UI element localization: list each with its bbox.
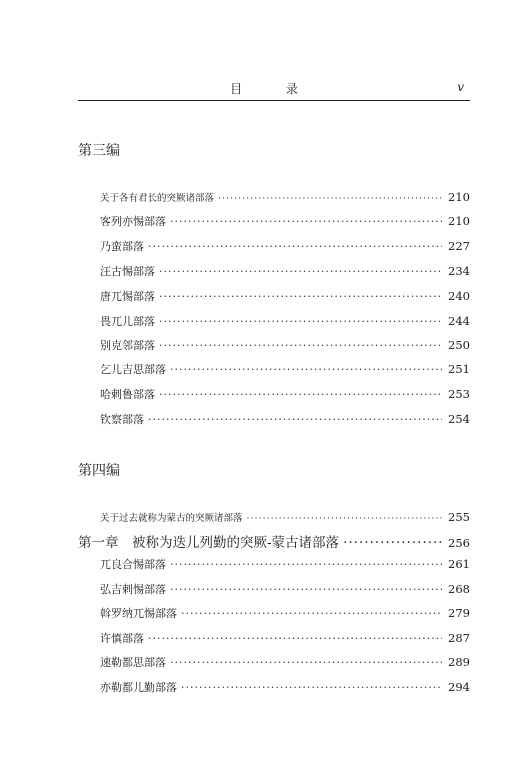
toc-entry[interactable]: [100, 337, 470, 353]
leader-dots: [159, 388, 442, 401]
toc-entry[interactable]: [100, 386, 470, 402]
toc-entry-page: 254: [448, 412, 470, 426]
toc-entry-label: 畏兀儿部落: [100, 315, 155, 328]
toc-entry-page: 256: [448, 536, 470, 550]
toc-entry-page: 255: [448, 510, 470, 524]
leader-dots: [170, 363, 442, 376]
toc-entry-label: 乃蛮部落: [100, 240, 144, 253]
leader-dots: [159, 315, 442, 328]
toc-entry[interactable]: [100, 581, 470, 597]
toc-entry[interactable]: [100, 213, 470, 229]
toc-entry[interactable]: [100, 654, 470, 670]
toc-entry[interactable]: [100, 288, 470, 304]
toc-entry-page: 261: [448, 557, 470, 571]
toc-entry-page: 210: [448, 190, 470, 204]
toc-entry-page: 251: [448, 362, 470, 376]
leader-dots: [170, 656, 442, 669]
toc-entry-label: 汪古惕部落: [100, 265, 155, 278]
leader-dots: [159, 339, 442, 352]
toc-entry-label: 速勒都思部落: [100, 656, 166, 669]
running-head: [78, 80, 470, 98]
toc-chapter-entry[interactable]: [78, 531, 470, 549]
toc-entry-label: 关于各有君长的突厥诸部落: [100, 193, 215, 204]
toc-entry-label: 哈剌鲁部落: [100, 388, 155, 401]
leader-dots: [159, 290, 442, 303]
running-head-title: 目 录: [230, 82, 318, 96]
leader-dots: [181, 681, 442, 694]
toc-entry-label: 乞儿吉思部落: [100, 363, 166, 376]
toc-entry-page: 294: [448, 680, 470, 694]
toc-entry-label: 亦勒都儿勤部落: [100, 681, 177, 694]
leader-dots: [148, 413, 442, 426]
toc-entry-label: 钦察部落: [100, 413, 144, 426]
toc-entry[interactable]: [100, 630, 470, 646]
toc-entry-page: 227: [448, 239, 470, 253]
toc-entry-label: 许慎部落: [100, 632, 144, 645]
toc-entry[interactable]: [100, 263, 470, 279]
toc-entry-page: 210: [448, 214, 470, 228]
toc-entry[interactable]: [100, 361, 470, 377]
toc-entry-label: 唐兀惕部落: [100, 290, 155, 303]
toc-entry[interactable]: [100, 313, 470, 329]
toc-entry-label: 别克邻部落: [100, 339, 155, 352]
toc-entry-page: 250: [448, 338, 470, 352]
toc-entry[interactable]: [100, 190, 470, 206]
toc-entry[interactable]: [100, 605, 470, 621]
toc-chapter-label: 第一章 被称为迭儿列勤的突厥-蒙古诸部落: [78, 535, 340, 551]
leader-dots: [148, 240, 442, 253]
toc-entry-label: 斡罗纳兀惕部落: [100, 607, 177, 620]
toc-entry-page: 289: [448, 655, 470, 669]
leader-dots: [170, 215, 442, 228]
header-rule: [78, 100, 470, 101]
toc-entry[interactable]: [100, 238, 470, 254]
toc-entry-label: 兀良合惕部落: [100, 558, 166, 571]
leader-dots: [218, 193, 442, 204]
part-3-title: 第三编: [78, 143, 120, 159]
toc-entry[interactable]: [100, 679, 470, 695]
leader-dots: [170, 558, 442, 571]
toc-entry-page: 287: [448, 631, 470, 645]
part-4-title: 第四编: [78, 463, 120, 479]
leader-dots: [159, 265, 442, 278]
toc-entry-page: 268: [448, 582, 470, 596]
toc-entry[interactable]: [100, 411, 470, 427]
leader-dots: [247, 513, 443, 524]
toc-entry[interactable]: [100, 556, 470, 572]
page-number: v: [457, 80, 464, 94]
toc-entry-page: 279: [448, 606, 470, 620]
toc-entry[interactable]: [100, 510, 470, 526]
toc-entry-label: 客列亦惕部落: [100, 215, 166, 228]
toc-entry-page: 244: [448, 314, 470, 328]
leader-dots: [343, 535, 442, 551]
toc-entry-page: 253: [448, 387, 470, 401]
leader-dots: [148, 632, 442, 645]
leader-dots: [181, 607, 442, 620]
toc-entry-page: 240: [448, 289, 470, 303]
toc-entry-page: 234: [448, 264, 470, 278]
toc-entry-label: 弘吉剌惕部落: [100, 583, 166, 596]
toc-entry-label: 关于过去就称为蒙古的突厥诸部落: [100, 513, 243, 524]
leader-dots: [170, 583, 442, 596]
